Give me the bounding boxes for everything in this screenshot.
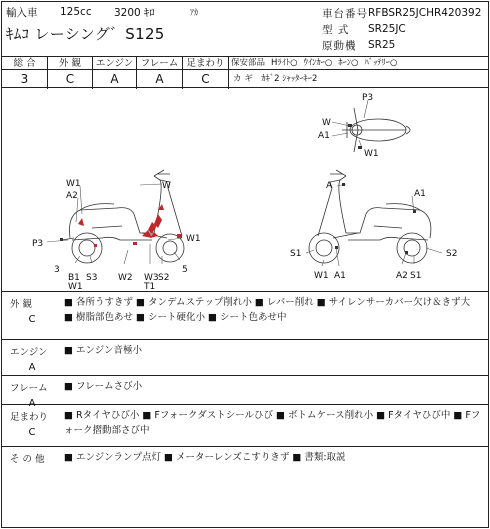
grade-label: 足まわり	[183, 57, 228, 70]
grade-overall	[2, 57, 48, 89]
diagram-label: S1	[290, 249, 302, 259]
diagram-label: 5	[182, 265, 188, 275]
grade-value: C	[201, 72, 210, 86]
scooter-diagram	[2, 88, 488, 292]
equipment-status: ○	[389, 58, 398, 68]
remark-text: ■ フレームさび小	[64, 381, 143, 392]
diagram-label: S3	[86, 273, 98, 283]
remark-row-exterior	[2, 292, 488, 340]
diagram-label: 3	[54, 265, 60, 275]
grade-exterior	[48, 57, 93, 89]
remark-row-engine	[2, 340, 488, 376]
diagram-label: S1	[410, 271, 422, 281]
diagram-label: A	[326, 181, 333, 191]
grade-label: フレーム	[137, 57, 182, 70]
remark-category: フレーム	[10, 383, 48, 394]
diagram-label: T1	[144, 282, 156, 292]
grade-suspension	[183, 57, 229, 89]
grade-engine	[93, 57, 137, 89]
diagram-label: A1	[334, 271, 346, 281]
inspection-sheet	[1, 1, 489, 528]
spec-row	[322, 5, 487, 21]
diagram-label: S2	[158, 273, 170, 283]
remark-grade: A	[28, 398, 36, 409]
diagram-label: A1	[414, 189, 426, 199]
spec-key: 型 式	[322, 23, 350, 36]
remark-category: 足まわり	[10, 412, 49, 423]
top-view	[342, 108, 410, 152]
remark-row-other	[2, 447, 488, 527]
diagram-label: A2	[66, 191, 78, 201]
spec-key: 原動機	[322, 39, 357, 52]
color: ｱｶ	[190, 7, 198, 17]
remark-text: ■ エンジンランプ点灯 ■ メーターレンズこすりきず ■ 書類:取説	[64, 452, 346, 463]
remark-category: エンジン	[10, 347, 48, 358]
diagram-label: W3	[144, 273, 159, 283]
grade-label: エンジン	[93, 57, 136, 70]
equipment-status: ○	[324, 58, 333, 68]
equipment-name: ﾎｰﾝ	[338, 58, 352, 68]
diagram-label-p3: P3	[362, 93, 374, 103]
key-value: ｶｷﾞ2 ｼｬｯﾀｰｷｰ2	[261, 74, 318, 84]
spec-value: RFBSR25JCHR420392	[368, 7, 482, 19]
diagram-label: W	[162, 181, 171, 191]
remark-grade: A	[28, 362, 36, 373]
equipment-label: 保安部品	[231, 58, 266, 68]
grade-label: 外 観	[48, 57, 92, 70]
header-specs	[322, 5, 487, 53]
spec-row	[322, 21, 487, 37]
equipment-status: ○	[351, 58, 359, 68]
grade-value: A	[110, 72, 119, 86]
import-label: 輸入車	[6, 6, 38, 19]
diagram-label: W2	[118, 273, 133, 283]
remark-row-suspension	[2, 405, 488, 447]
grade-table	[2, 56, 488, 88]
diagram-label: B1	[68, 273, 80, 283]
grade-value: A	[155, 72, 164, 86]
remark-text: ■ Rタイヤひび小 ■ Fフォークダストシールひび ■ ボトムケース削れ小 ■ Fタイヤひび中 ■ Fフォーク摺動部さび中	[64, 410, 481, 436]
remark-text: ■ エンジン音極小	[64, 345, 143, 356]
equipment-name: ﾊﾞｯﾃﾘｰ	[364, 58, 390, 68]
diagram-label: W1	[186, 234, 201, 244]
diagram-label: P3	[32, 239, 44, 249]
spec-row	[322, 37, 487, 53]
spec-value: SR25JC	[368, 23, 406, 35]
remark-text: ■ 各所うすきず ■ タンデムステップ削れ小 ■ レバー削れ ■ サイレンサーカバー欠け＆きず大 ■ 樹脂部色あせ ■ シート硬化小 ■ シート色あせ中	[64, 297, 471, 323]
grade-frame	[137, 57, 183, 89]
grade-value: 3	[20, 72, 29, 86]
damage-diagram	[2, 88, 488, 292]
equipment-status: ○	[290, 58, 298, 68]
model-name: ｷﾑｺ レーシング゛S125	[6, 25, 165, 43]
mileage: 3200 ｷﾛ	[114, 6, 155, 19]
remark-row-frame	[2, 376, 488, 409]
spec-key: 車台番号	[322, 7, 368, 20]
diagram-label: W1	[314, 271, 329, 281]
equipment-name: Hﾗｲﾄ	[271, 58, 291, 68]
diagram-label-w: W	[322, 118, 331, 128]
diagram-label-w1: W1	[364, 149, 379, 159]
diagram-label: A2	[396, 271, 408, 281]
diagram-label: W1	[68, 282, 83, 292]
diagram-label-a1: A1	[318, 131, 330, 141]
damage-marks	[78, 204, 182, 247]
remark-category: そ の 他	[10, 454, 45, 465]
key-label: カ ギ	[233, 74, 253, 84]
grade-value: C	[65, 72, 75, 86]
diagram-label: S2	[446, 249, 458, 259]
remark-grade: C	[28, 427, 36, 438]
grade-label: 総 合	[2, 57, 47, 70]
displacement: 125cc	[60, 6, 92, 18]
spec-value: SR25	[368, 39, 396, 51]
equipment-name: ｳｲﾝｶｰ	[303, 58, 325, 68]
remark-category: 外 観	[10, 299, 33, 310]
remark-grade: C	[28, 314, 36, 325]
header-left	[6, 5, 326, 44]
equipment-panel	[229, 57, 488, 89]
diagram-label: W1	[66, 179, 81, 189]
